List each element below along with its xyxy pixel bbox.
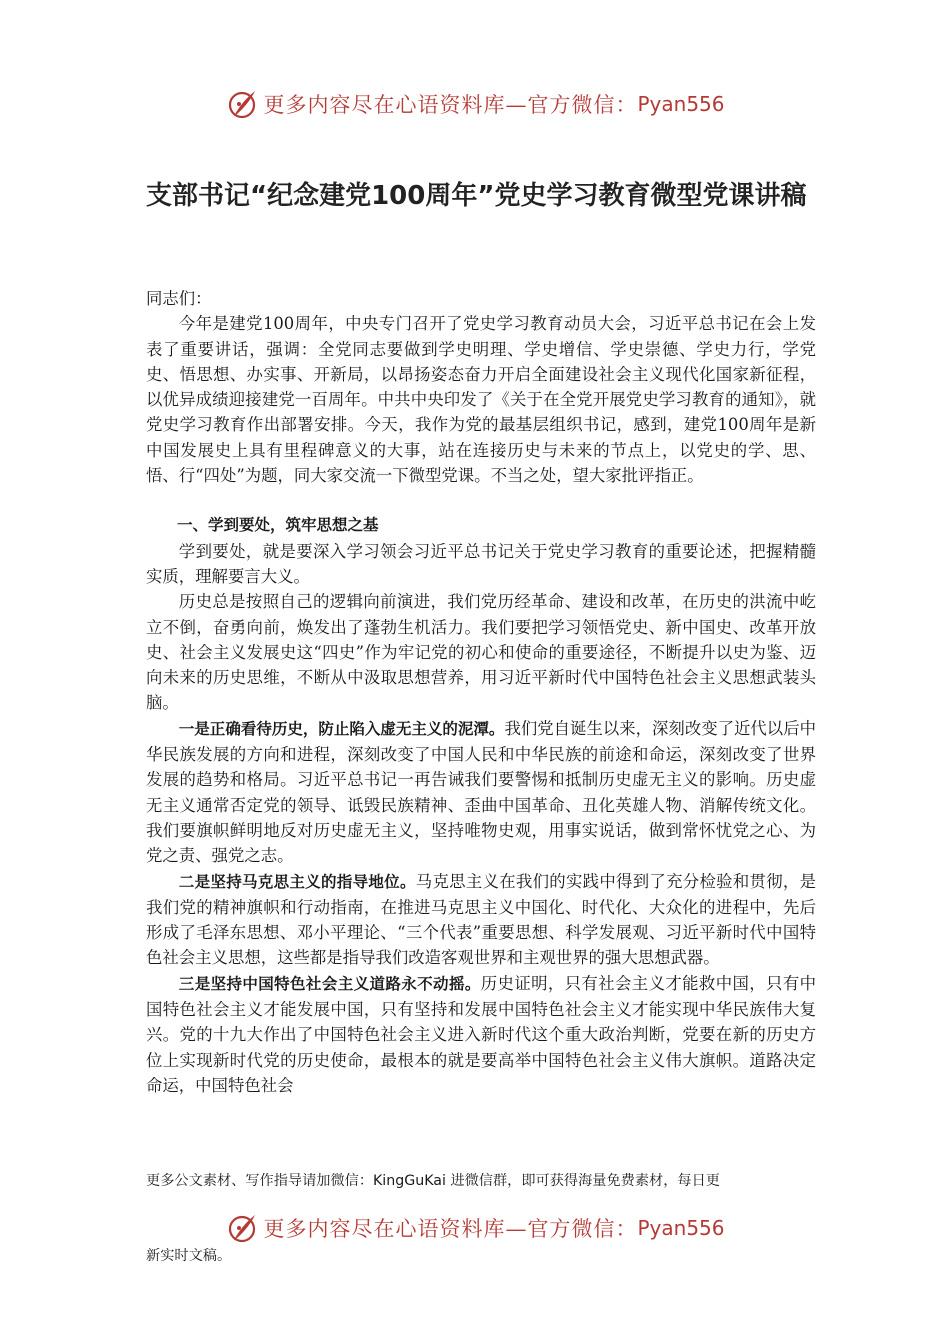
body-paragraph [146,869,816,971]
paragraph-lead: 一是正确看待历史，防止陷入虚无主义的泥潭。 [178,719,505,738]
banner-text: 更多内容尽在心语资料库—官方微信： [263,93,638,117]
footer-note: 更多公文素材、写作指导请加微信：KingGuKai 进微信群，即可获得海量免费素材，每日更 [146,1173,720,1189]
body-paragraph [146,971,816,1098]
section-heading: 一、学到要处，筑牢思想之基 [177,516,379,535]
paragraph-lead: 三是坚持中国特色社会主义道路永不动摇。 [178,974,481,993]
intro-paragraph: 今年是建党100周年，中央专门召开了党史学习教育动员大会，习近平总书记在会上发表了重要讲话，强调：全党同志要做到学史明理、学史增信、学史崇德、学史力行，学党史、悟思想、办实事、开新局，以昂扬姿态奋力开启全面建设社会主义现代化国家新征程，以优异成绩迎接建党一百周年。中共中央印发了《关于在全党开展党史学习教育的通知》，就党史学习教育作出部署安排。今天，我作为党的最基层组织书记，感到，建党100周年是新中国发展史上具有里程碑意义的大事，站在连接历史与未来的节点上，以党史的学、思、悟、行“四处”为题，同大家交流一下微型党课。不当之处，望大家批评指正。 [146,314,816,486]
footer-banner [0,1208,950,1248]
greeting: 同志们： [146,289,212,308]
body-paragraph [146,716,816,869]
paragraph-text: 马克思主义在我们的实践中得到了充分检验和贯彻，是我们党的精神旗帜和行动指南，在推进马克思主义中国化、时代化、大众化的进程中，先后形成了毛泽东思想、邓小平理论、“三个代表”重要思想、科学发展观、习近平新时代中国特色社会主义思想，这些都是指导我们改造客观世界和主观世界的强大思想武器。 [146,871,816,968]
banner-wechat-id: Pyan556 [637,1216,725,1240]
page-title: 支部书记“纪念建党100周年”党史学习教育微型党课讲稿 [146,181,807,211]
body-paragraph: 历史总是按照自己的逻辑向前演进，我们党历经革命、建设和改革，在历史的洪流中屹立不倒，奋勇向前，焕发出了蓬勃生机活力。我们要把学习领悟党史、新中国史、改革开放史、社会主义发展史这“四史”作为牢记党的初心和使命的重要途径，不断提升以史为鉴、迈向未来的历史思维，不断从中汲取思想营养，用习近平新时代中国特色社会主义思想武装头脑。 [146,592,816,713]
header-banner [0,84,950,124]
document-body [146,286,816,1098]
banner-wechat-id: Pyan556 [637,92,725,116]
quill-logo-icon [225,87,259,121]
quill-logo-icon [225,1211,259,1245]
banner-text: 更多内容尽在心语资料库—官方微信： [263,1217,638,1241]
paragraph-text: 历史证明，只有社会主义才能救中国，只有中国特色社会主义才能发展中国，只有坚持和发展中国特色社会主义才能实现中华民族伟大复兴。党的十九大作出了中国特色社会主义进入新时代这个重大政治判断，党要在新的历史方位上实现新时代党的历史使命，最根本的就是要高举中国特色社会主义伟大旗帜。道路决定命运，中国特色社会 [146,973,816,1095]
footer-note-tail: 新实时文稿。 [146,1248,232,1264]
paragraph-text: 我们党自诞生以来，深刻改变了近代以后中华民族发展的方向和进程，深刻改变了中国人民和中华民族的前途和命运，深刻改变了世界发展的趋势和格局。习近平总书记一再告诫我们要警惕和抵制历史虚无主义的影响。历史虚无主义通常否定党的领导、诋毁民族精神、歪曲中国革命、丑化英雄人物、消解传统文化。我们要旗帜鲜明地反对历史虚无主义，坚持唯物史观，用事实说话，做到常怀忧党之心、为党之责、强党之志。 [146,718,816,866]
body-paragraph: 学到要处，就是要深入学习领会习近平总书记关于党史学习教育的重要论述，把握精髓实质，理解要言大义。 [146,541,816,586]
paragraph-lead: 二是坚持马克思主义的指导地位。 [178,872,416,891]
